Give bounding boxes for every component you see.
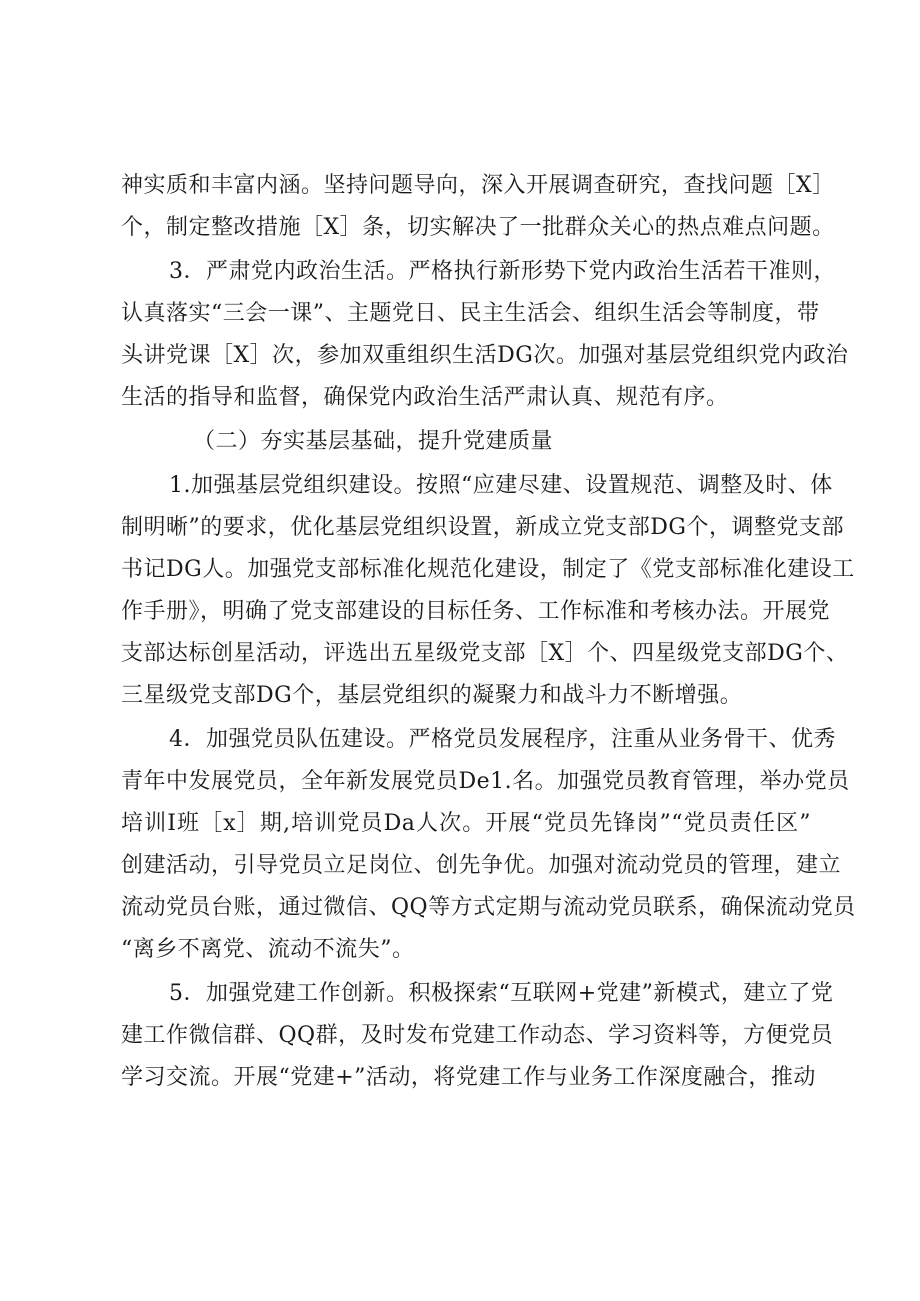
section-heading-text: （二）夯实基层基础，提升党建质量 xyxy=(193,429,554,454)
text-line: 作手册》，明确了党支部建设的目标任务、工作标准和考核办法。开展党 xyxy=(121,599,831,624)
paragraph-item-3 xyxy=(121,251,849,419)
paragraph-continuation xyxy=(121,165,835,249)
text-line: 学习交流。开展“党建+”活动，将党建工作与业务工作深度融合，推动 xyxy=(121,1065,816,1090)
text-line: 流动党员台账，通过微信、QQ等方式定期与流动党员联系，确保流动党员 xyxy=(121,895,856,920)
text-line: “离乡不离党、流动不流失”。 xyxy=(121,937,415,962)
text-line: 三星级党支部DG个，基层党组织的凝聚力和战斗力不断增强。 xyxy=(121,683,743,708)
paragraph-item-1 xyxy=(121,465,855,717)
text-line: 个，制定整改措施［X］条，切实解决了一批群众关心的热点难点问题。 xyxy=(121,215,835,240)
text-line: 创建活动，引导党员立足岗位、创先争优。加强对流动党员的管理，建立 xyxy=(121,853,842,878)
text-line: 3．严肃党内政治生活。严格执行新形势下党内政治生活若干准则， xyxy=(169,259,836,284)
text-line: 培训I班［x］期,培训党员Da人次。开展“党员先锋岗”“党员责任区” xyxy=(121,811,811,836)
section-heading xyxy=(121,421,811,463)
text-line: 制明晰”的要求，优化基层党组织设置，新成立党支部DG个，调整党支部 xyxy=(121,515,844,540)
text-line: 4．加强党员队伍建设。严格党员发展程序，注重从业务骨干、优秀 xyxy=(169,727,836,752)
text-line: 神实质和丰富内涵。坚持问题导向，深入开展调查研究，查找问题［X］ xyxy=(121,173,835,198)
text-line: 青年中发展党员，全年新发展党员De1.名。加强党员教育管理，举办党员 xyxy=(121,769,850,794)
paragraph-item-5 xyxy=(121,973,834,1099)
text-line: 1.加强基层党组织建设。按照“应建尽建、设置规范、调整及时、体 xyxy=(169,473,833,498)
text-line: 头讲党课［X］次，参加双重组织生活DG次。加强对基层党组织党内政治 xyxy=(121,343,849,368)
text-line: 书记DG人。加强党支部标准化规范化建设，制定了《党支部标准化建设工 xyxy=(121,557,855,582)
paragraph-item-4 xyxy=(121,719,856,971)
document-body xyxy=(121,165,856,1099)
text-line: 认真落实“三会一课”、主题党日、民主生活会、组织生活会等制度，带 xyxy=(121,301,820,326)
text-line: 建工作微信群、QQ群，及时发布党建工作动态、学习资料等，方便党员 xyxy=(121,1023,834,1048)
text-line: 5．加强党建工作创新。积极探索“互联网+党建”新模式，建立了党 xyxy=(169,981,834,1006)
text-line: 生活的指导和监督，确保党内政治生活严肃认真、规范有序。 xyxy=(121,385,729,410)
text-line: 支部达标创星活动，评选出五星级党支部［X］个、四星级党支部DG个、 xyxy=(121,641,849,666)
